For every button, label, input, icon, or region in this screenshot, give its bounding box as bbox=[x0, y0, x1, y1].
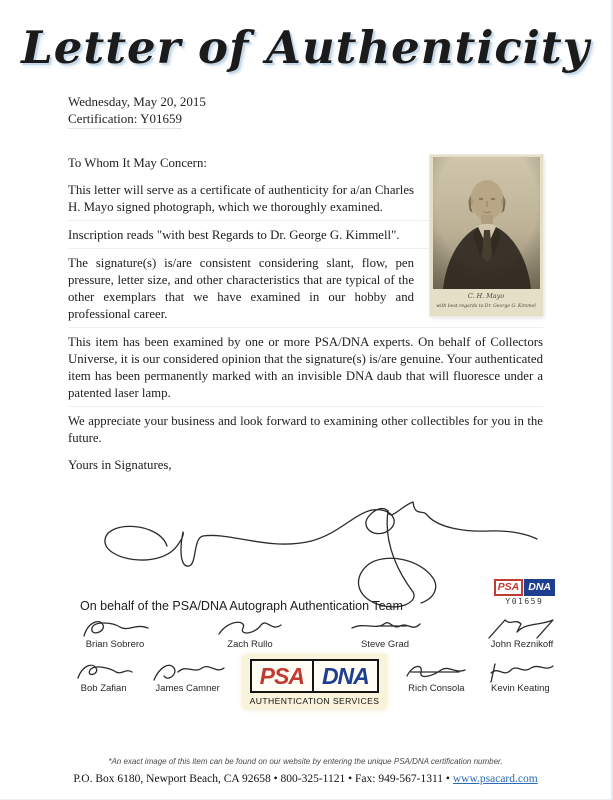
signers-row-2 bbox=[58, 654, 571, 710]
paragraph-experts-opinion: This item has been examined by one or more PSA/DNA experts. On behalf of Collectors Universe, it is our considered opinion that the signature(s) is/are genuine. Your authenticated item has been permanently marked with an invisible DNA daub that will fluoresce under a patented laser lamp. bbox=[68, 334, 543, 407]
signer-name: Zach Rullo bbox=[227, 638, 273, 650]
signer-name: Steve Grad bbox=[360, 638, 410, 650]
page-title: Letter of Authenticity bbox=[21, 21, 590, 74]
signer-kevin-keating bbox=[485, 660, 555, 694]
dna-logo-text: DNA bbox=[524, 579, 555, 596]
signer-rich-consola bbox=[403, 660, 469, 694]
signer-name: Bob Zafian bbox=[80, 682, 127, 694]
psa-dna-mini-logo bbox=[494, 579, 555, 596]
psa-dna-authentication-services-logo bbox=[242, 654, 388, 710]
footer-address bbox=[0, 773, 611, 785]
services-psa-text: PSA bbox=[252, 661, 314, 691]
photo-inscription-text: with best regards to Dr. George G. Kimmel bbox=[436, 303, 536, 309]
signer-bob-zafian bbox=[74, 660, 134, 694]
signers-row-1 bbox=[78, 616, 559, 650]
letter-closing: Yours in Signatures, bbox=[68, 457, 172, 472]
portrait-photo bbox=[430, 155, 543, 316]
paragraph-signature-analysis: The signature(s) is/are consistent considering slant, flow, pen pressure, letter size, and other characteristics that are typical of the other exemplars that we have examined in our hobby and professional career. bbox=[68, 255, 543, 328]
signer-name: Brian Sobrero bbox=[85, 638, 145, 650]
photo-inscription-signature: C. H. Mayo bbox=[467, 291, 505, 300]
authenticator-signature bbox=[70, 484, 542, 616]
services-caption: AUTHENTICATION SERVICES bbox=[249, 695, 380, 706]
letter-footer bbox=[0, 757, 611, 785]
signer-name: John Reznikoff bbox=[490, 638, 554, 650]
signer-brian-sobrero bbox=[78, 616, 152, 650]
certification-number: Certification: Y01659 bbox=[68, 110, 182, 129]
letter-body bbox=[68, 155, 543, 474]
signer-james-camner bbox=[150, 660, 226, 694]
authenticated-photo bbox=[430, 155, 543, 316]
signer-zach-rullo bbox=[215, 616, 285, 650]
psa-dna-cert-stamp bbox=[494, 577, 555, 606]
signer-name: James Camner bbox=[155, 682, 220, 694]
letter-date: Wednesday, May 20, 2015 bbox=[68, 93, 206, 109]
signer-name: Rich Consola bbox=[408, 682, 465, 694]
signer-name: Kevin Keating bbox=[491, 682, 550, 694]
stamp-cert-number: Y01659 bbox=[505, 596, 544, 606]
paragraph-appreciation: We appreciate your business and look forward to examining other collectibles for you in the future. bbox=[68, 413, 543, 445]
footer-disclaimer: *An exact image of this item can be found on our website by entering the unique PSA/DNA certification number. bbox=[108, 757, 503, 766]
signer-john-reznikoff bbox=[485, 616, 559, 650]
services-dna-text: DNA bbox=[321, 662, 369, 689]
website-link[interactable]: www.psacard.com bbox=[452, 773, 538, 785]
authenticator-signature-block bbox=[48, 484, 563, 616]
psa-logo-text: PSA bbox=[494, 579, 524, 596]
paragraph-inscription: Inscription reads "with best Regards to Dr. George G. Kimmell". bbox=[68, 227, 543, 249]
behalf-line: On behalf of the PSA/DNA Autograph Authentication Team bbox=[80, 598, 403, 613]
signer-steve-grad bbox=[348, 616, 422, 650]
letter-meta bbox=[68, 93, 611, 129]
salutation: To Whom It May Concern: bbox=[68, 155, 207, 170]
paragraph-certificate: This letter will serve as a certificate of authenticity for a/an Charles H. Mayo signed photograph, which we thoroughly examined. bbox=[68, 182, 543, 221]
services-logo-box bbox=[250, 659, 380, 693]
footer-address-text: P.O. Box 6180, Newport Beach, CA 92658 • 800-325-1121 • Fax: 949-567-1311 • bbox=[73, 773, 453, 785]
